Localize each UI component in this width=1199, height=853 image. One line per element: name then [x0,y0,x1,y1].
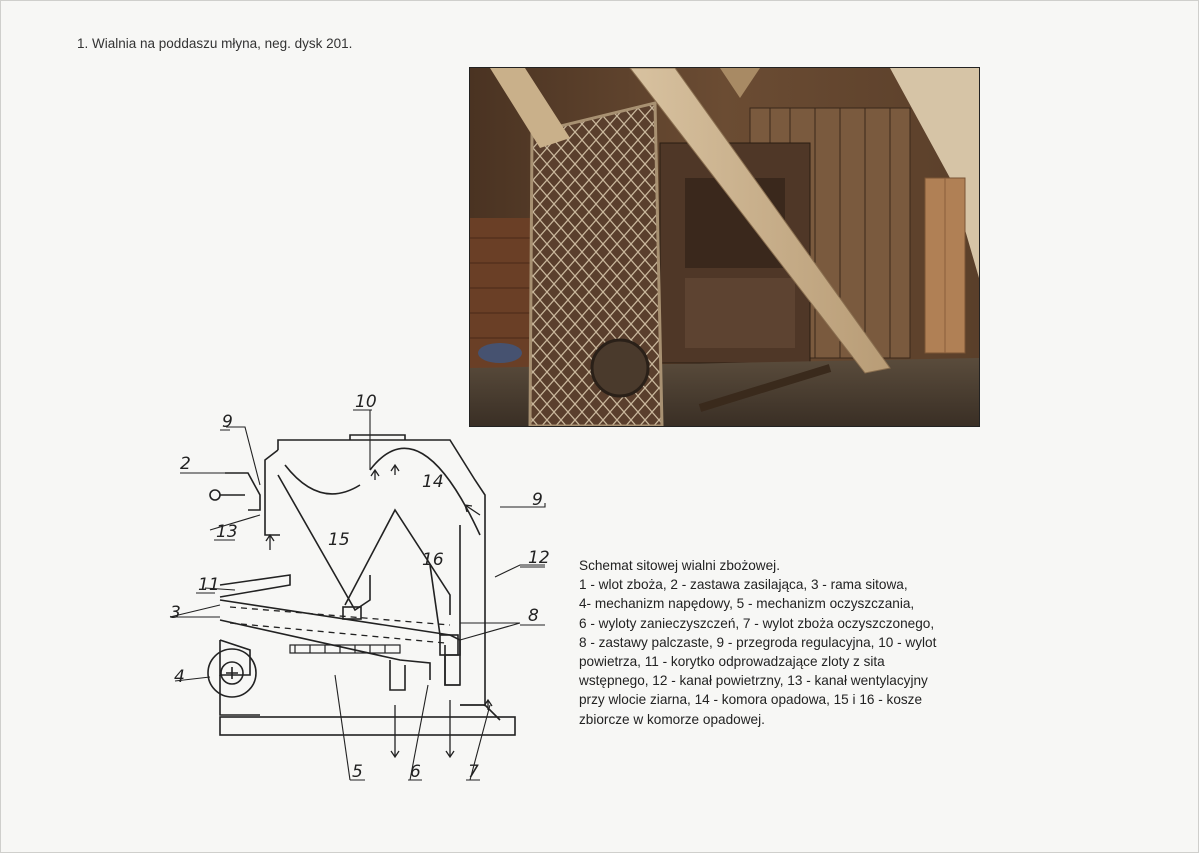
label-10: 10 [355,392,377,412]
winnowing-machine-diagram [160,385,550,785]
legend-line: powietrza, 11 - korytko odprowadzające zloty z sita [579,654,885,670]
label-9-right: 9 [532,490,543,510]
label-2: 2 [180,454,191,474]
legend-line: 4- mechanizm napędowy, 5 - mechanizm oczyszczania, [579,596,915,612]
label-3: 3 [170,603,181,623]
legend-line: 1 - wlot zboża, 2 - zastawa zasilająca, 3 - rama sitowa, [579,577,908,593]
label-8: 8 [528,606,539,626]
label-15: 15 [328,530,350,550]
label-7: 7 [468,762,479,782]
label-11: 11 [198,575,220,595]
diagram-legend [579,556,1049,729]
label-13: 13 [216,522,238,542]
legend-line: przy wlocie ziarna, 14 - komora opadowa, 15 i 16 - kosze [579,692,923,708]
label-4: 4 [174,667,185,687]
label-14: 14 [422,472,444,492]
label-6: 6 [410,762,421,782]
legend-line: 8 - zastawy palczaste, 9 - przegroda regulacyjna, 10 - wylot [579,634,937,650]
legend-line: Schemat sitowej wialni zbożowej. [579,558,780,573]
legend-line: zbiorcze w komorze opadowej. [579,711,765,727]
legend-line: wstępnego, 12 - kanał powietrzny, 13 - kanał wentylacyjny [579,673,928,689]
attic-photo [469,67,980,427]
label-5: 5 [352,762,363,782]
label-12: 12 [528,548,550,568]
figure-caption: 1. Wialnia na poddaszu młyna, neg. dysk 201. [77,36,353,51]
label-9-left: 9 [222,412,233,432]
label-16: 16 [422,550,444,570]
legend-line: 6 - wyloty zanieczyszczeń, 7 - wylot zboża oczyszczonego, [579,615,935,631]
